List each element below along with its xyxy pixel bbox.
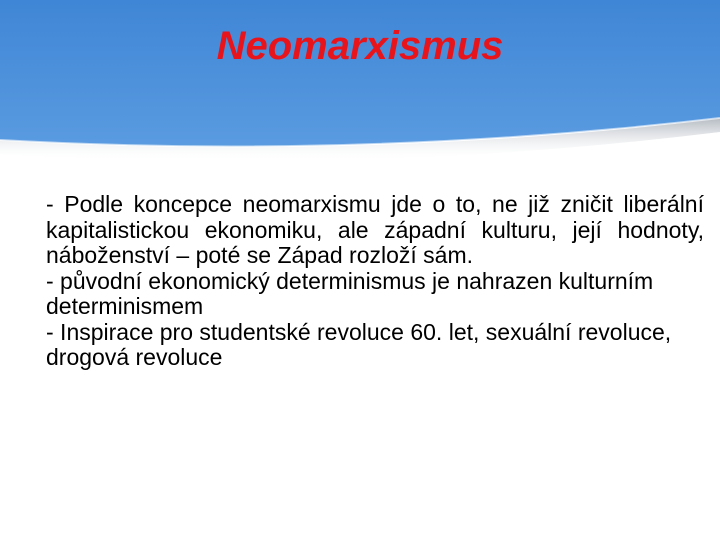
paragraph-1: - Podle koncepce neomarxismu jde o to, ne již zničit liberální kapitalistickou ekonomiku, ale západní kulturu, její hodnoty, náboženství – poté se Západ rozloží sám.	[46, 191, 704, 268]
slide-title: Neomarxismus	[216, 24, 504, 68]
slide-body	[46, 192, 704, 371]
paragraph-2: - původní ekonomický determinismus je nahrazen kulturním determinismem	[46, 267, 654, 319]
paragraph-3: - Inspirace pro studentské revoluce 60. let, sexuální revoluce, drogová revoluce	[46, 318, 672, 370]
